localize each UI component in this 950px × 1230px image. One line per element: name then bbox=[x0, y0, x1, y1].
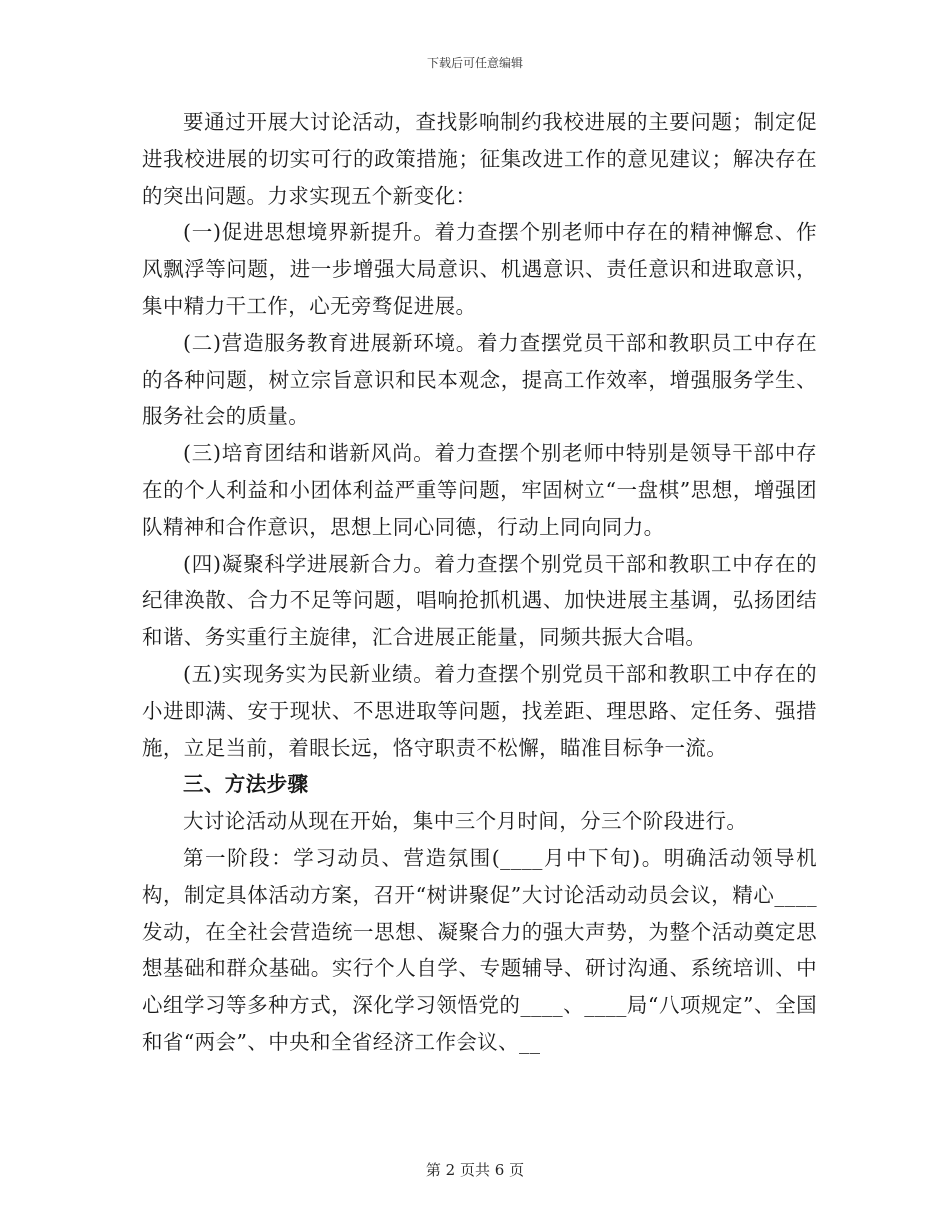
paragraph-item-5: (五)实现务实为民新业绩。着力查摆个别党员干部和教职工中存在的小进即满、安于现状、不思进取等问题，找差距、理思路、定任务、强措施，立足当前，着眼长远，恪守职责不松懈，瞄准目标争一流。 bbox=[142, 661, 817, 760]
page-number: 第 2 页共 6 页 bbox=[425, 1161, 525, 1179]
document-body bbox=[142, 104, 817, 1061]
paragraph-item-4: (四)凝聚科学进展新合力。着力查摆个别党员干部和教职工中存在的纪律涣散、合力不足等问题，唱响抢抓机遇、加快进展主基调，弘扬团结和谐、务实重行主旋律，汇合进展正能量，同频共振大合唱。 bbox=[142, 551, 817, 650]
paragraph-item-1: (一)促进思想境界新提升。着力查摆个别老师中存在的精神懈怠、作风飘浮等问题，进一步增强大局意识、机遇意识、责任意识和进取意识，集中精力干工作，心无旁骛促进展。 bbox=[142, 220, 817, 318]
paragraph-overview: 大讨论活动从现在开始，集中三个月时间，分三个阶段进行。 bbox=[183, 809, 748, 834]
paragraph-intro: 要通过开展大讨论活动，查找影响制约我校进展的主要问题；制定促进我校进展的切实可行的政策措施；征集改进工作的意见建议；解决存在的突出问题。力求实现五个新变化： bbox=[142, 110, 817, 208]
paragraph-item-2: (二)营造服务教育进展新环境。着力查摆党员干部和教职员工中存在的各种问题，树立宗旨意识和民本观念，提高工作效率，增强服务学生、服务社会的质量。 bbox=[142, 330, 817, 429]
page-header: 下载后可任意编辑 bbox=[426, 56, 523, 70]
section-heading: 三、方法步骤 bbox=[183, 772, 309, 797]
paragraph-item-3: (三)培育团结和谐新风尚。着力查摆个别老师中特别是领导干部中存在的个人利益和小团体利益严重等问题，牢固树立“一盘棋”思想，增强团队精神和合作意识，思想上同心同德，行动上同向同力。 bbox=[142, 441, 817, 539]
paragraph-phase-1: 第一阶段：学习动员、营造氛围(____月中下旬)。明确活动领导机构，制定具体活动方案，召开“树讲聚促”大讨论活动动员会议，精心____发动，在全社会营造统一思想、凝聚合力的强大声势，为整个活动奠定思想基础和群众基础。实行个人自学、专题辅导、研讨沟通、系统培训、中心组学习等多种方式，深化学习领悟党的____、____局“八项规定”、全国和省“两会”、中央和全省经济工作会议、__ bbox=[142, 845, 817, 1054]
